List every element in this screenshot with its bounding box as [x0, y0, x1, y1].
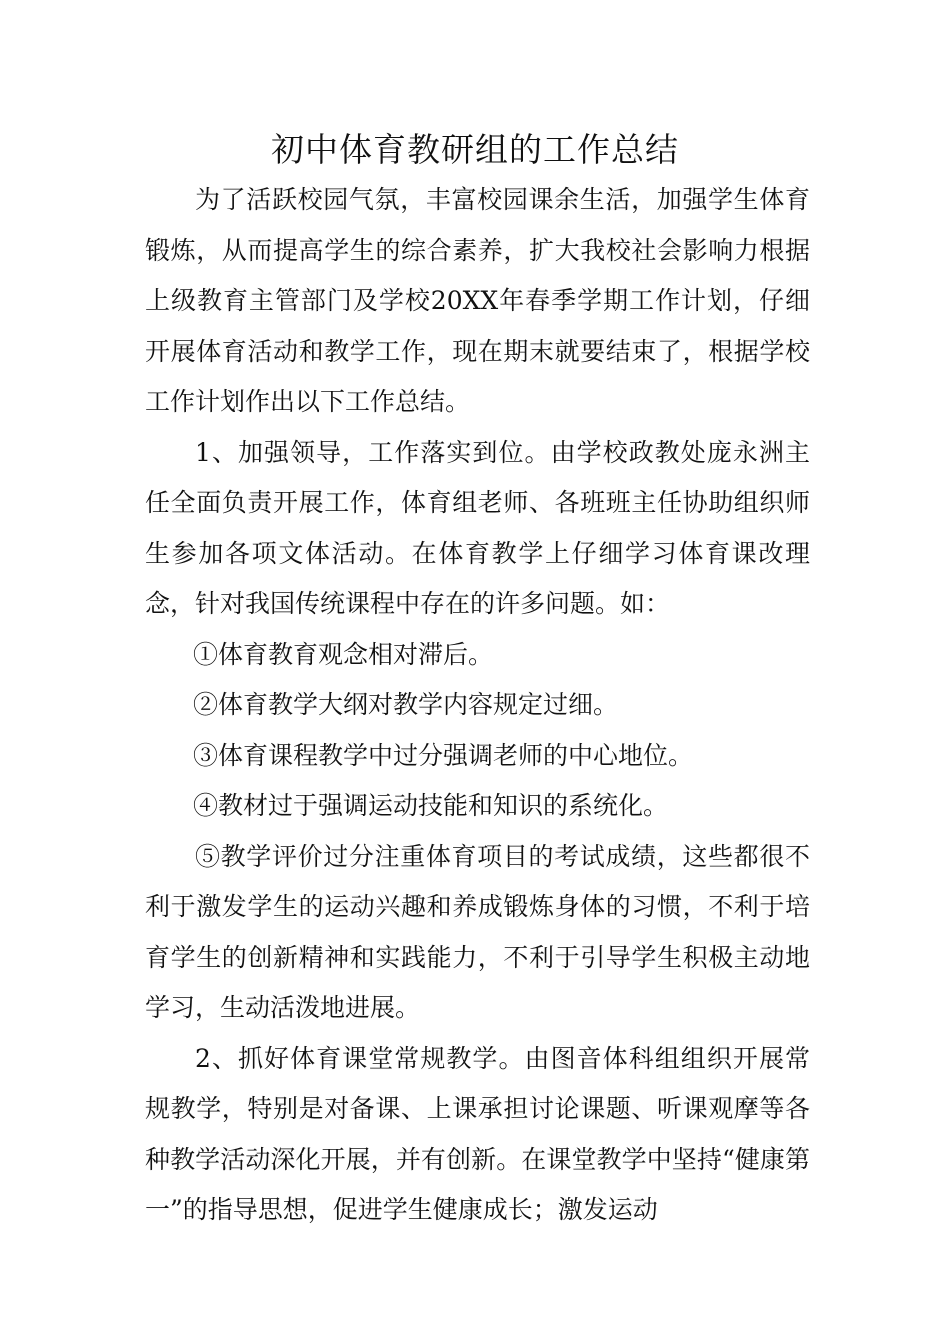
section-2-paragraph: 2、抓好体育课堂常规教学。由图音体科组组织开展常规教学，特别是对备课、上课承担讨论课题、听课观摩等各种教学活动深化开展，并有创新。在课堂教学中坚持“健康第一”的指导思想，促进学生健康成长；激发运动 [145, 1043, 810, 1224]
section-1-paragraph: 1、加强领导，工作落实到位。由学校政教处庞永洲主任全面负责开展工作，体育组老师、各班班主任协助组织师生参加各项文体活动。在体育教学上仔细学习体育课改理念，针对我国传统课程中存在的许多问题。如： [145, 437, 810, 618]
issue-item-4: ④教材过于强调运动技能和知识的系统化。 [193, 791, 669, 820]
issue-item-3: ③体育课程教学中过分强调老师的中心地位。 [193, 740, 694, 770]
issue-item-2: ②体育教学大纲对教学内容规定过细。 [193, 690, 619, 719]
issue-item-5-paragraph: ⑤教学评价过分注重体育项目的考试成绩，这些都很不利于激发学生的运动兴趣和养成锻炼身体的习惯，不利于培育学生的创新精神和实践能力，不利于引导学生积极主动地学习，生动活泼地进展。 [145, 841, 810, 1022]
document-title: 初中体育教研组的工作总结 [271, 130, 679, 169]
issue-item-1: ①体育教育观念相对滞后。 [193, 639, 494, 669]
document-body [145, 175, 810, 1236]
intro-paragraph: 为了活跃校园气氛，丰富校园课余生活，加强学生体育锻炼，从而提高学生的综合素养，扩大我校社会影响力根据上级教育主管部门及学校20XX年春季学期工作计划，仔细开展体育活动和教学工作，现在期末就要结束了，根据学校工作计划作出以下工作总结。 [145, 185, 810, 416]
